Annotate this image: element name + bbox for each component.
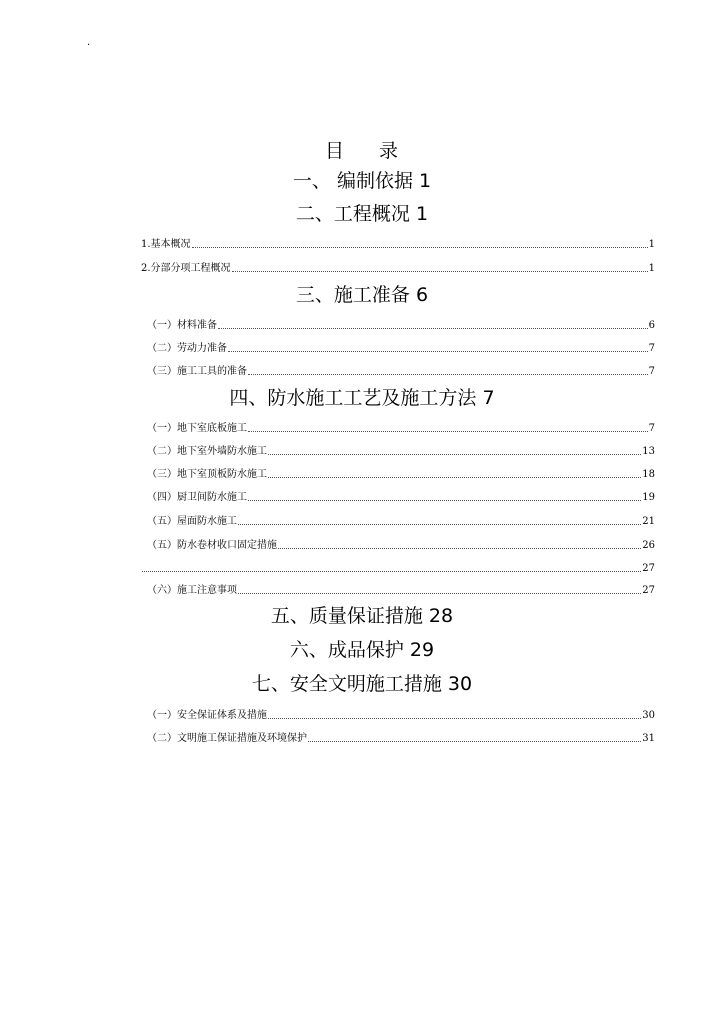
toc-title — [0, 136, 724, 163]
toc-entry-page: 13 — [642, 446, 655, 457]
toc-leader-dots — [308, 741, 641, 742]
toc-entry[interactable] — [141, 561, 655, 575]
toc-leader-dots — [238, 524, 641, 525]
toc-entry-label: （一）材料准备 — [147, 320, 217, 331]
toc-leader-dots — [268, 718, 641, 719]
toc-entry-label: （三）地下室顶板防水施工 — [147, 469, 267, 480]
toc-entry[interactable] — [147, 708, 655, 722]
toc-leader-dots — [278, 548, 641, 549]
toc-leader-dots — [232, 271, 648, 272]
toc-entry-page: 27 — [642, 585, 655, 596]
toc-entry[interactable] — [141, 237, 655, 251]
toc-entry-page: 27 — [642, 563, 655, 574]
toc-leader-dots — [218, 328, 648, 329]
toc-entry-page: 18 — [642, 469, 655, 480]
toc-entry-page: 26 — [642, 540, 655, 551]
toc-entry-label: （二）文明施工保证措施及环境保护 — [147, 733, 307, 744]
toc-leader-dots — [238, 593, 641, 594]
toc-title-right: 录 — [379, 140, 400, 162]
toc-entry-label: （四）厨卫间防水施工 — [147, 492, 247, 503]
toc-entry[interactable] — [147, 421, 655, 435]
toc-entry-label: （二）地下室外墙防水施工 — [147, 446, 267, 457]
toc-title-left: 目 — [324, 140, 345, 162]
toc-entry[interactable] — [141, 261, 655, 275]
toc-entry-label: （五）屋面防水施工 — [147, 516, 237, 527]
toc-heading[interactable]: 七、安全文明施工措施 30 — [251, 673, 473, 695]
toc-entry[interactable] — [147, 444, 655, 458]
toc-entry-page: 21 — [642, 516, 655, 527]
toc-entry[interactable] — [147, 364, 655, 378]
toc-leader-dots — [228, 351, 648, 352]
toc-leader-dots — [248, 500, 641, 501]
toc-entry[interactable] — [147, 514, 655, 528]
toc-entry[interactable] — [147, 318, 655, 332]
toc-entry-page: 1 — [648, 239, 655, 250]
toc-entry-label: 1.基本概况 — [141, 239, 191, 250]
toc-entry-label: （三）施工工具的准备 — [147, 366, 247, 377]
toc-entry-label: （一）安全保证体系及措施 — [147, 710, 267, 721]
corner-mark: · — [87, 40, 91, 51]
toc-entry-label: （五）防水卷材收口固定措施 — [147, 540, 277, 551]
toc-heading[interactable]: 二、工程概况 1 — [295, 203, 429, 225]
toc-entry-page: 6 — [648, 320, 655, 331]
toc-entry[interactable] — [147, 731, 655, 745]
toc-entry-page: 7 — [648, 423, 655, 434]
toc-entry[interactable] — [147, 341, 655, 355]
toc-entry-page: 31 — [642, 733, 655, 744]
toc-leader-dots — [142, 571, 641, 572]
toc-entry-page: 7 — [648, 366, 655, 377]
toc-leader-dots — [248, 431, 648, 432]
toc-entry-page: 30 — [642, 710, 655, 721]
toc-entry[interactable] — [147, 538, 655, 552]
toc-leader-dots — [268, 454, 641, 455]
toc-entry[interactable] — [147, 490, 655, 504]
toc-entry-label: （六）施工注意事项 — [147, 585, 237, 596]
toc-leader-dots — [268, 477, 641, 478]
toc-entry-page: 1 — [648, 263, 655, 274]
toc-entry-label: （二）劳动力准备 — [147, 343, 227, 354]
toc-heading[interactable]: 六、成品保护 29 — [289, 639, 435, 661]
toc-heading[interactable]: 一、 编制依据 1 — [292, 170, 432, 192]
toc-heading[interactable]: 四、防水施工工艺及施工方法 7 — [229, 387, 495, 409]
toc-entry-page: 19 — [642, 492, 655, 503]
toc-heading[interactable]: 五、质量保证措施 28 — [270, 605, 454, 627]
toc-leader-dots — [248, 374, 648, 375]
toc-entry[interactable] — [147, 583, 655, 597]
toc-entry[interactable] — [147, 467, 655, 481]
toc-entry-page: 7 — [648, 343, 655, 354]
toc-entry-label: 2.分部分项工程概况 — [141, 263, 231, 274]
toc-entry-label: （一）地下室底板施工 — [147, 423, 247, 434]
toc-heading[interactable]: 三、施工准备 6 — [295, 284, 429, 306]
toc-leader-dots — [192, 247, 648, 248]
